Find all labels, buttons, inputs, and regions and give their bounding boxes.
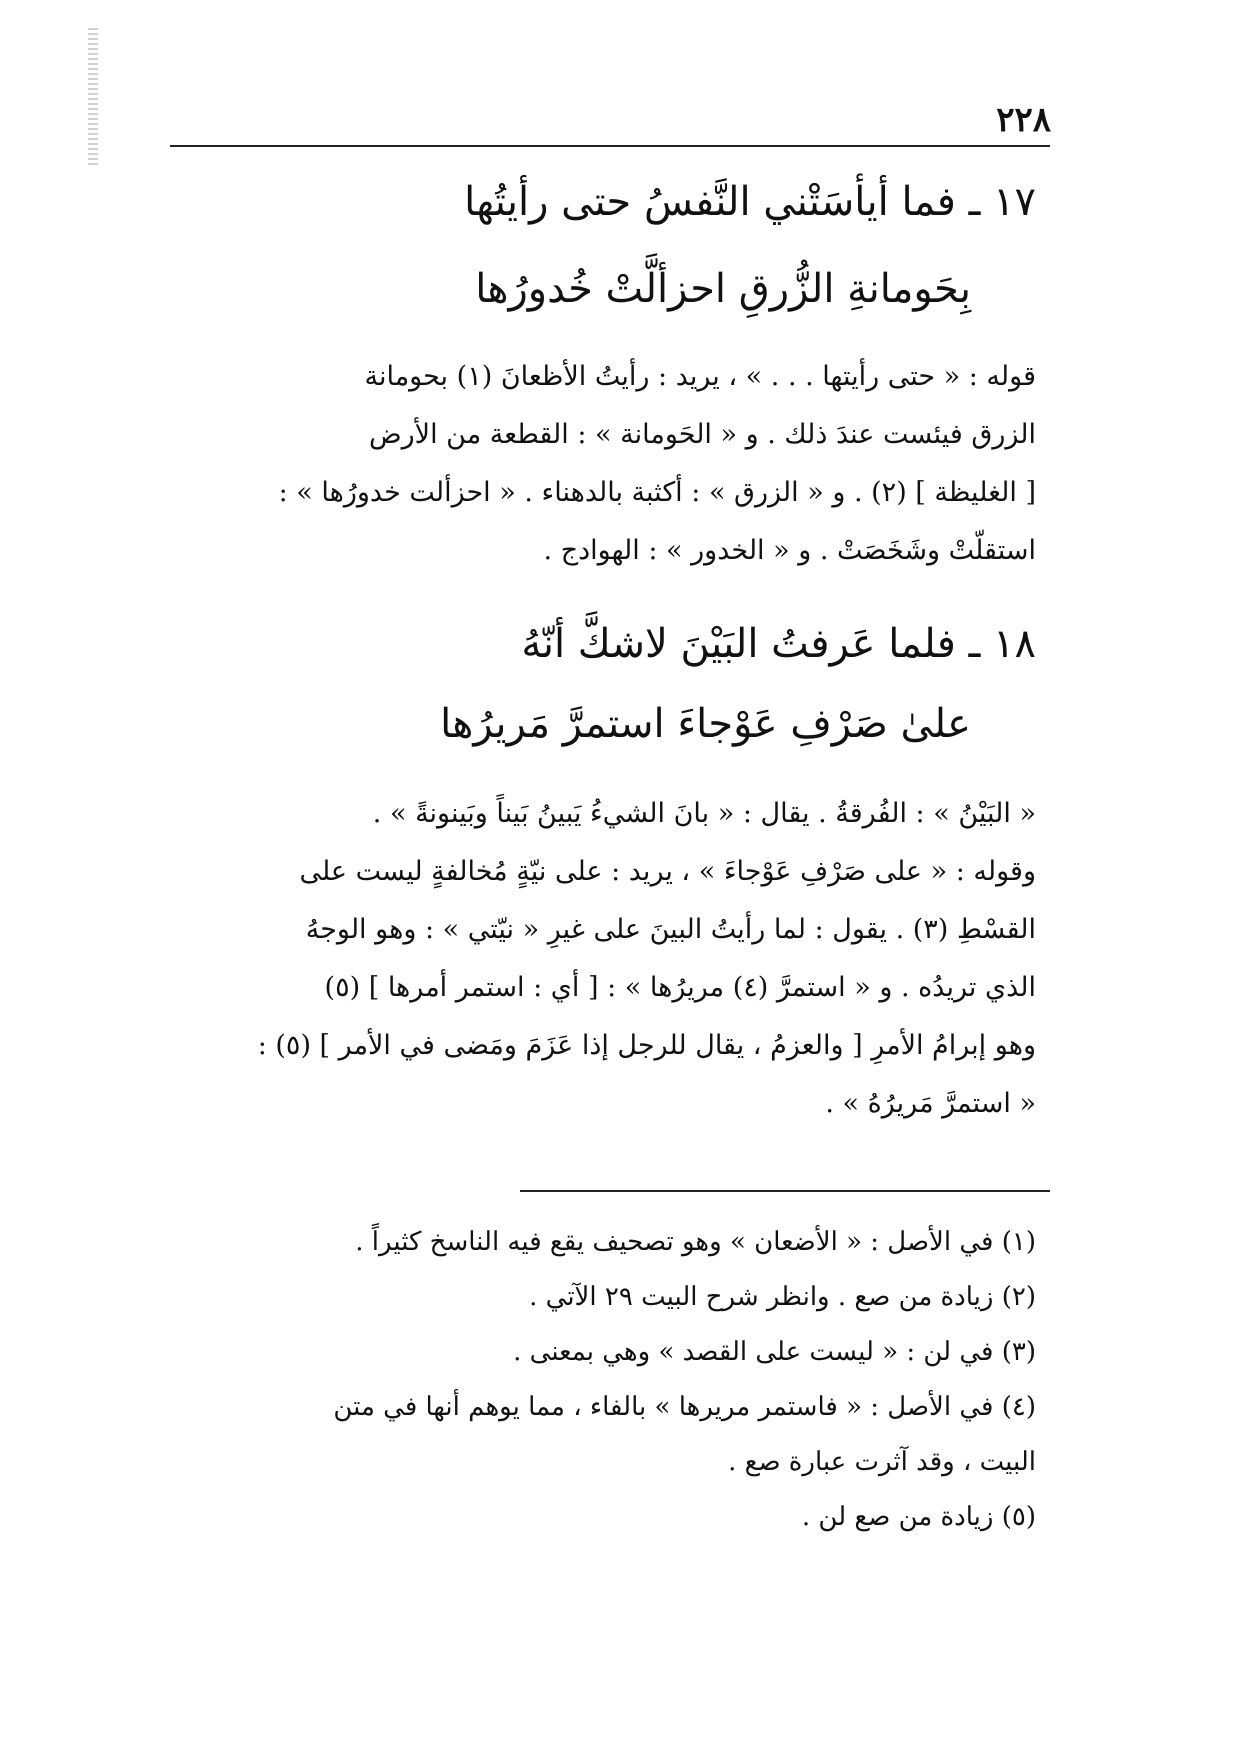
commentary-line: « استمرَّ مَريرُهُ » . [825, 1088, 1036, 1119]
commentary-line: القسْطِ (٣) . يقول : لما رأيتُ البينَ على غيرِ « نيّتي » : وهو الوجهُ [305, 914, 1036, 945]
commentary-line: الذي تريدُه . و « استمرَّ (٤) مريرُها » : [ أي : استمر أمرها ] (٥) [324, 972, 1036, 1003]
scan-edge-mark [88, 28, 98, 168]
footnote-5: (٥) زيادة من صع لن . [801, 1502, 1036, 1532]
commentary-line: الزرق فيئست عندَ ذلك . و « الحَومانة » : القطعة من الأرض [368, 419, 1036, 450]
commentary-line: « البَيْنُ » : الفُرقةُ . يقال : « بانَ الشيءُ يَبينُ بَيناً وبَينونةً » . [372, 798, 1036, 829]
commentary-line: [ الغليظة ] (٢) . و « الزرق » : أكثبة بالدهناء . « احزألت خدورُها » : [278, 477, 1036, 508]
verse-18-first-hemistich: ١٨ ـ فلما عَرفتُ البَيْنَ لاشكَّ أنّهُ [521, 621, 1036, 667]
header-rule [170, 145, 1050, 147]
verse-17-first-hemistich: ١٧ ـ فما أيأسَتْني النَّفسُ حتى رأيتُها [464, 179, 1036, 225]
commentary-verse-18 [191, 785, 1036, 1133]
footnotes [191, 1215, 1036, 1545]
footnote-3: (٣) في لن : « ليست على القصد » وهي بمعنى . [513, 1337, 1036, 1367]
footnote-1: (١) في الأصل : « الأضعان » وهو تصحيف يقع فيه الناسخ كثيراً . [355, 1227, 1036, 1257]
page-number: ٢٢٨ [996, 100, 1051, 140]
footnote-4-continuation: البيت ، وقد آثرت عبارة صع . [728, 1447, 1036, 1477]
footnote-rule [520, 1190, 1050, 1192]
commentary-line: وهو إبرامُ الأمرِ [ والعزمُ ، يقال للرجل إذا عَزَمَ ومَضى في الأمر ] (٥) : [257, 1030, 1036, 1061]
verse-17-second-hemistich: بِحَومانةِ الزُّرقِ احزألَّتْ خُدورُها [475, 266, 971, 312]
commentary-line: استقلّتْ وشَخَصَتْ . و « الخدور » : الهوادج . [543, 535, 1036, 566]
commentary-line: وقوله : « على صَرْفِ عَوْجاءَ » ، يريد : على نيّةٍ مُخالفةٍ ليست على [299, 856, 1036, 887]
commentary-verse-17 [191, 348, 1036, 580]
verse-18-second-hemistich: علىٰ صَرْفِ عَوْجاءَ استمرَّ مَريرُها [440, 701, 971, 747]
footnote-2: (٢) زيادة من صع . وانظر شرح البيت ٢٩ الآتي . [529, 1282, 1036, 1312]
commentary-line: قوله : « حتى رأيتها . . . » ، يريد : رأيتُ الأظعانَ (١) بحومانة [364, 361, 1036, 392]
footnote-4: (٤) في الأصل : « فاستمر مريرها » بالفاء ، مما يوهم أنها في متن [333, 1392, 1036, 1422]
